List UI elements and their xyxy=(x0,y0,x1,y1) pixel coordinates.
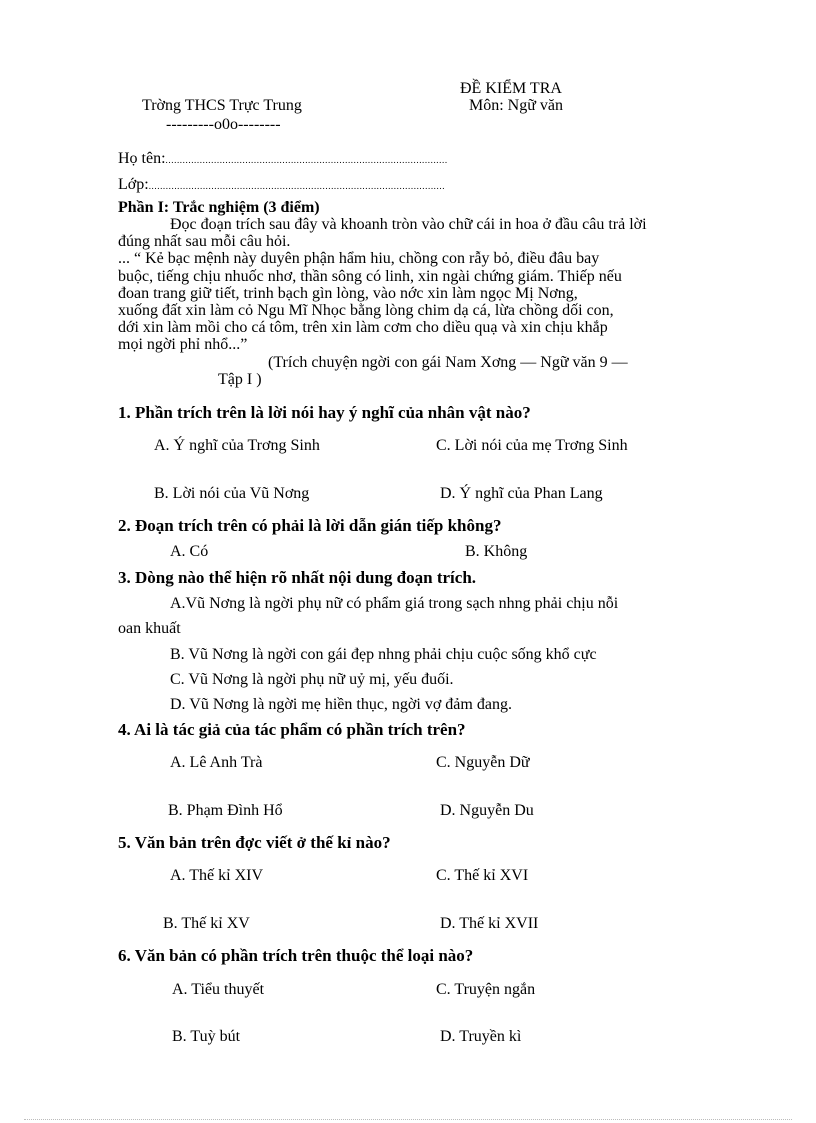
q5-option-b[interactable]: B. Thế kỉ XV xyxy=(163,915,250,932)
q6-option-d[interactable]: D. Truyền kì xyxy=(440,1028,522,1045)
q3-option-a[interactable]: A.Vũ Nơng là ngời phụ nữ có phẩm giá trong sạch nhng phải chịu nỗi xyxy=(170,595,619,612)
part1-heading: Phần I: Trắc nghiệm (3 điểm) xyxy=(118,199,320,216)
instruction-line2: đúng nhất sau mỗi câu hỏi. xyxy=(118,233,291,250)
q1-option-d[interactable]: D. Ý nghĩ của Phan Lang xyxy=(440,485,603,502)
q6-option-b[interactable]: B. Tuỳ bút xyxy=(172,1028,241,1045)
q1-option-c[interactable]: C. Lời nói của mẹ Trơng Sinh xyxy=(436,437,628,454)
excerpt-line: dới xin làm mồi cho cá tôm, trên xin làm cơm cho diều quạ và xin chịu khắp xyxy=(118,319,608,336)
subject-label: Môn: Ngữ văn xyxy=(469,97,563,114)
excerpt-line: mọi ngời phỉ nhổ...” xyxy=(118,336,248,353)
excerpt-line: xuống đất xin làm cỏ Ngu Mĩ Nhọc bằng lòng chim dạ cá, lừa chồng dối con, xyxy=(118,302,614,319)
source-line2: Tập I ) xyxy=(218,371,262,388)
q5-option-c[interactable]: C. Thế kỉ XVI xyxy=(436,867,529,884)
excerpt-line: ... “ Kẻ bạc mệnh này duyên phận hẩm hiu, chồng con rẫy bỏ, điều đâu bay xyxy=(118,250,600,267)
class-label: Lớp: xyxy=(118,176,149,193)
header-separator: ---------o0o-------- xyxy=(166,116,281,133)
instruction-line1: Đọc đoạn trích sau đây và khoanh tròn vào chữ cái in hoa ở đầu câu trả lời xyxy=(170,216,647,233)
excerpt-line: đoan trang giữ tiết, trinh bạch gìn lòng, vào nớc xin làm ngọc Mị Nơng, xyxy=(118,285,578,302)
question-2: 2. Đoạn trích trên có phải là lời dẫn gián tiếp không? xyxy=(118,516,502,535)
school-name: Trờng THCS Trực Trung xyxy=(142,97,302,114)
q4-option-c[interactable]: C. Nguyễn Dữ xyxy=(436,754,530,771)
name-label: Họ tên: xyxy=(118,150,166,167)
q3-option-c[interactable]: C. Vũ Nơng là ngời phụ nữ uỷ mị, yếu đuối. xyxy=(170,671,454,688)
name-field[interactable] xyxy=(118,150,448,169)
q3-option-a-cont[interactable]: oan khuất xyxy=(118,620,181,637)
q2-option-b[interactable]: B. Không xyxy=(465,543,528,560)
q2-option-a[interactable]: A. Có xyxy=(170,543,209,560)
q1-option-b[interactable]: B. Lời nói của Vũ Nơng xyxy=(154,485,310,502)
q3-option-d[interactable]: D. Vũ Nơng là ngời mẹ hiền thục, ngời vợ đảm đang. xyxy=(170,696,512,713)
q6-option-a[interactable]: A. Tiểu thuyết xyxy=(172,981,265,998)
q5-option-a[interactable]: A. Thế kỉ XIV xyxy=(170,867,264,884)
question-5: 5. Văn bản trên đợc viết ở thế kỉ nào? xyxy=(118,833,391,852)
question-4: 4. Ai là tác giả của tác phẩm có phần trích trên? xyxy=(118,720,466,739)
class-field[interactable] xyxy=(118,176,445,195)
excerpt-line: buộc, tiếng chịu nhuốc nhơ, thần sông có linh, xin ngài chứng giám. Thiếp nếu xyxy=(118,268,622,285)
q4-option-b[interactable]: B. Phạm Đình Hổ xyxy=(168,802,283,819)
source-line1: (Trích chuyện ngời con gái Nam Xơng — Ngữ văn 9 — xyxy=(268,354,628,371)
q1-option-a[interactable]: A. Ý nghĩ của Trơng Sinh xyxy=(154,437,320,454)
q3-option-b[interactable]: B. Vũ Nơng là ngời con gái đẹp nhng phải chịu cuộc sống khổ cực xyxy=(170,646,597,663)
name-dots: ................................................................................................... xyxy=(165,155,448,165)
exam-title: ĐỀ KIỂM TRA xyxy=(460,80,562,97)
q4-option-d[interactable]: D. Nguyễn Du xyxy=(440,802,534,819)
q5-option-d[interactable]: D. Thế kỉ XVII xyxy=(440,915,539,932)
q6-option-c[interactable]: C. Truyện ngắn xyxy=(436,981,536,998)
question-3: 3. Dòng nào thể hiện rõ nhất nội dung đoạn trích. xyxy=(118,568,477,587)
class-dots: ........................................................................................................ xyxy=(148,181,446,191)
question-6: 6. Văn bản có phần trích trên thuộc thể loại nào? xyxy=(118,946,474,965)
question-1: 1. Phần trích trên là lời nói hay ý nghĩ của nhân vật nào? xyxy=(118,403,531,422)
q4-option-a[interactable]: A. Lê Anh Trà xyxy=(170,754,263,771)
page-bottom-divider xyxy=(24,1119,792,1120)
